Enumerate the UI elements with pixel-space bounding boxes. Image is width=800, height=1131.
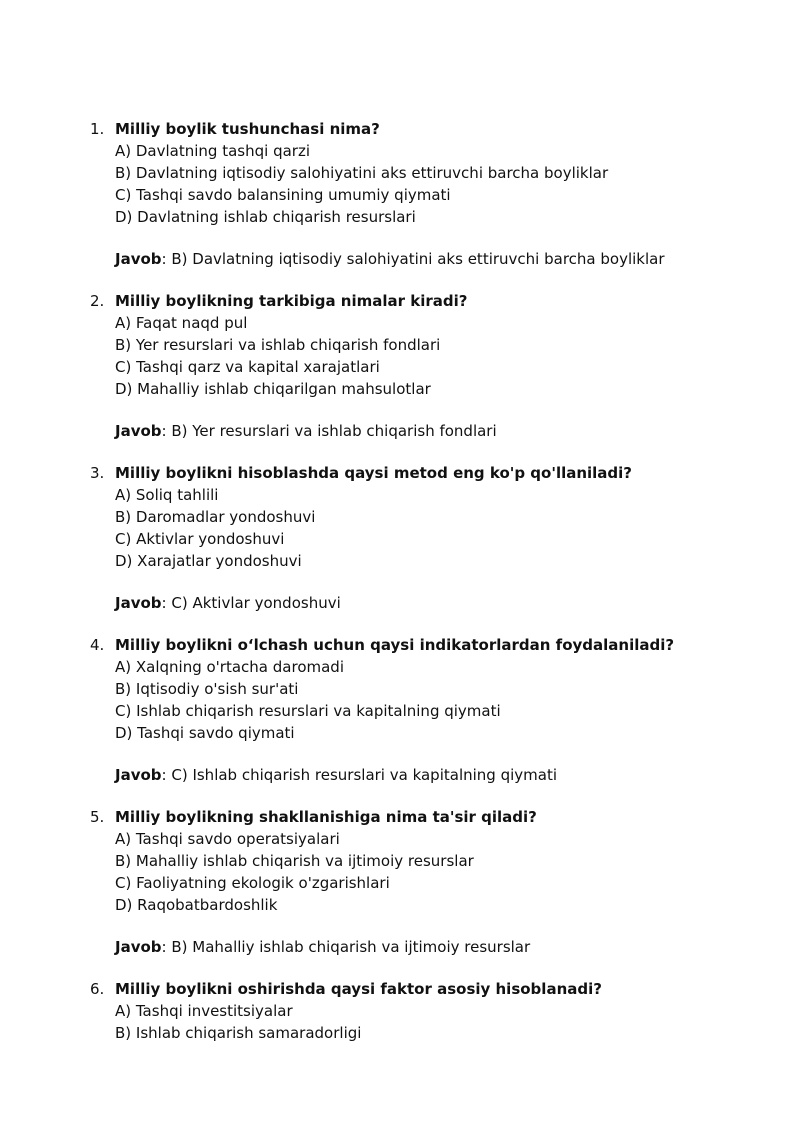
option-list [115, 1000, 780, 1044]
answer-text: : B) Mahalliy ishlab chiqarish va ijtimoiy resurslar [161, 938, 531, 956]
option-d: D) Davlatning ishlab chiqarish resurslari [115, 208, 416, 226]
option-list [115, 484, 780, 572]
answer-text: : C) Ishlab chiqarish resurslari va kapitalning qiymati [161, 766, 558, 784]
option-b: B) Mahalliy ishlab chiqarish va ijtimoiy resurslar [115, 852, 474, 870]
option-d: D) Tashqi savdo qiymati [115, 724, 295, 742]
option-list [115, 828, 780, 916]
option-a: A) Xalqning o'rtacha daromadi [115, 658, 344, 676]
question-text: Milliy boylikni oshirishda qaysi faktor asosiy hisoblanadi? [115, 980, 602, 998]
option-list [115, 140, 780, 228]
answer-text: : B) Yer resurslari va ishlab chiqarish fondlari [161, 422, 497, 440]
question-item [90, 462, 780, 614]
answer-label: Javob [115, 766, 162, 784]
answer-label: Javob [115, 594, 162, 612]
question-number: 2. [90, 292, 105, 310]
option-b: B) Daromadlar yondoshuvi [115, 508, 316, 526]
question-item [90, 806, 780, 958]
answer-label: Javob [115, 422, 162, 440]
option-b: B) Davlatning iqtisodiy salohiyatini aks ettiruvchi barcha boyliklar [115, 164, 609, 182]
question-text: Milliy boylikni o‘lchash uchun qaysi indikatorlardan foydalaniladi? [115, 636, 675, 654]
option-a: A) Davlatning tashqi qarzi [115, 142, 310, 160]
question-number: 6. [90, 980, 105, 998]
option-c: C) Faoliyatning ekologik o'zgarishlari [115, 874, 390, 892]
option-b: B) Iqtisodiy o'sish sur'ati [115, 680, 299, 698]
option-a: A) Faqat naqd pul [115, 314, 248, 332]
answer-line [115, 936, 780, 958]
answer-line [115, 764, 780, 786]
option-list [115, 656, 780, 744]
answer-label: Javob [115, 938, 162, 956]
question-list [90, 118, 780, 1064]
answer-text: : B) Davlatning iqtisodiy salohiyatini aks ettiruvchi barcha boyliklar [161, 250, 665, 268]
option-d: D) Raqobatbardoshlik [115, 896, 278, 914]
question-item [90, 634, 780, 786]
answer-text: : C) Aktivlar yondoshuvi [161, 594, 341, 612]
question-text: Milliy boylikning shakllanishiga nima ta'sir qiladi? [115, 808, 537, 826]
question-number: 1. [90, 120, 105, 138]
option-a: A) Tashqi savdo operatsiyalari [115, 830, 340, 848]
question-text: Milliy boylik tushunchasi nima? [115, 120, 380, 138]
answer-line [115, 592, 780, 614]
answer-line [115, 420, 780, 442]
question-number: 5. [90, 808, 105, 826]
option-b: B) Yer resurslari va ishlab chiqarish fondlari [115, 336, 441, 354]
question-item [90, 118, 780, 270]
question-text: Milliy boylikning tarkibiga nimalar kiradi? [115, 292, 468, 310]
answer-label: Javob [115, 250, 162, 268]
option-b: B) Ishlab chiqarish samaradorligi [115, 1024, 362, 1042]
option-a: A) Soliq tahlili [115, 486, 219, 504]
question-text: Milliy boylikni hisoblashda qaysi metod eng ko'p qo'llaniladi? [115, 464, 633, 482]
question-item [90, 290, 780, 442]
option-c: C) Tashqi qarz va kapital xarajatlari [115, 358, 380, 376]
option-c: C) Aktivlar yondoshuvi [115, 530, 285, 548]
option-d: D) Mahalliy ishlab chiqarilgan mahsulotlar [115, 380, 431, 398]
option-c: C) Tashqi savdo balansining umumiy qiymati [115, 186, 451, 204]
answer-line [115, 248, 780, 270]
question-item [90, 978, 780, 1044]
option-d: D) Xarajatlar yondoshuvi [115, 552, 302, 570]
question-number: 3. [90, 464, 105, 482]
option-a: A) Tashqi investitsiyalar [115, 1002, 293, 1020]
question-number: 4. [90, 636, 105, 654]
option-list [115, 312, 780, 400]
option-c: C) Ishlab chiqarish resurslari va kapitalning qiymati [115, 702, 501, 720]
